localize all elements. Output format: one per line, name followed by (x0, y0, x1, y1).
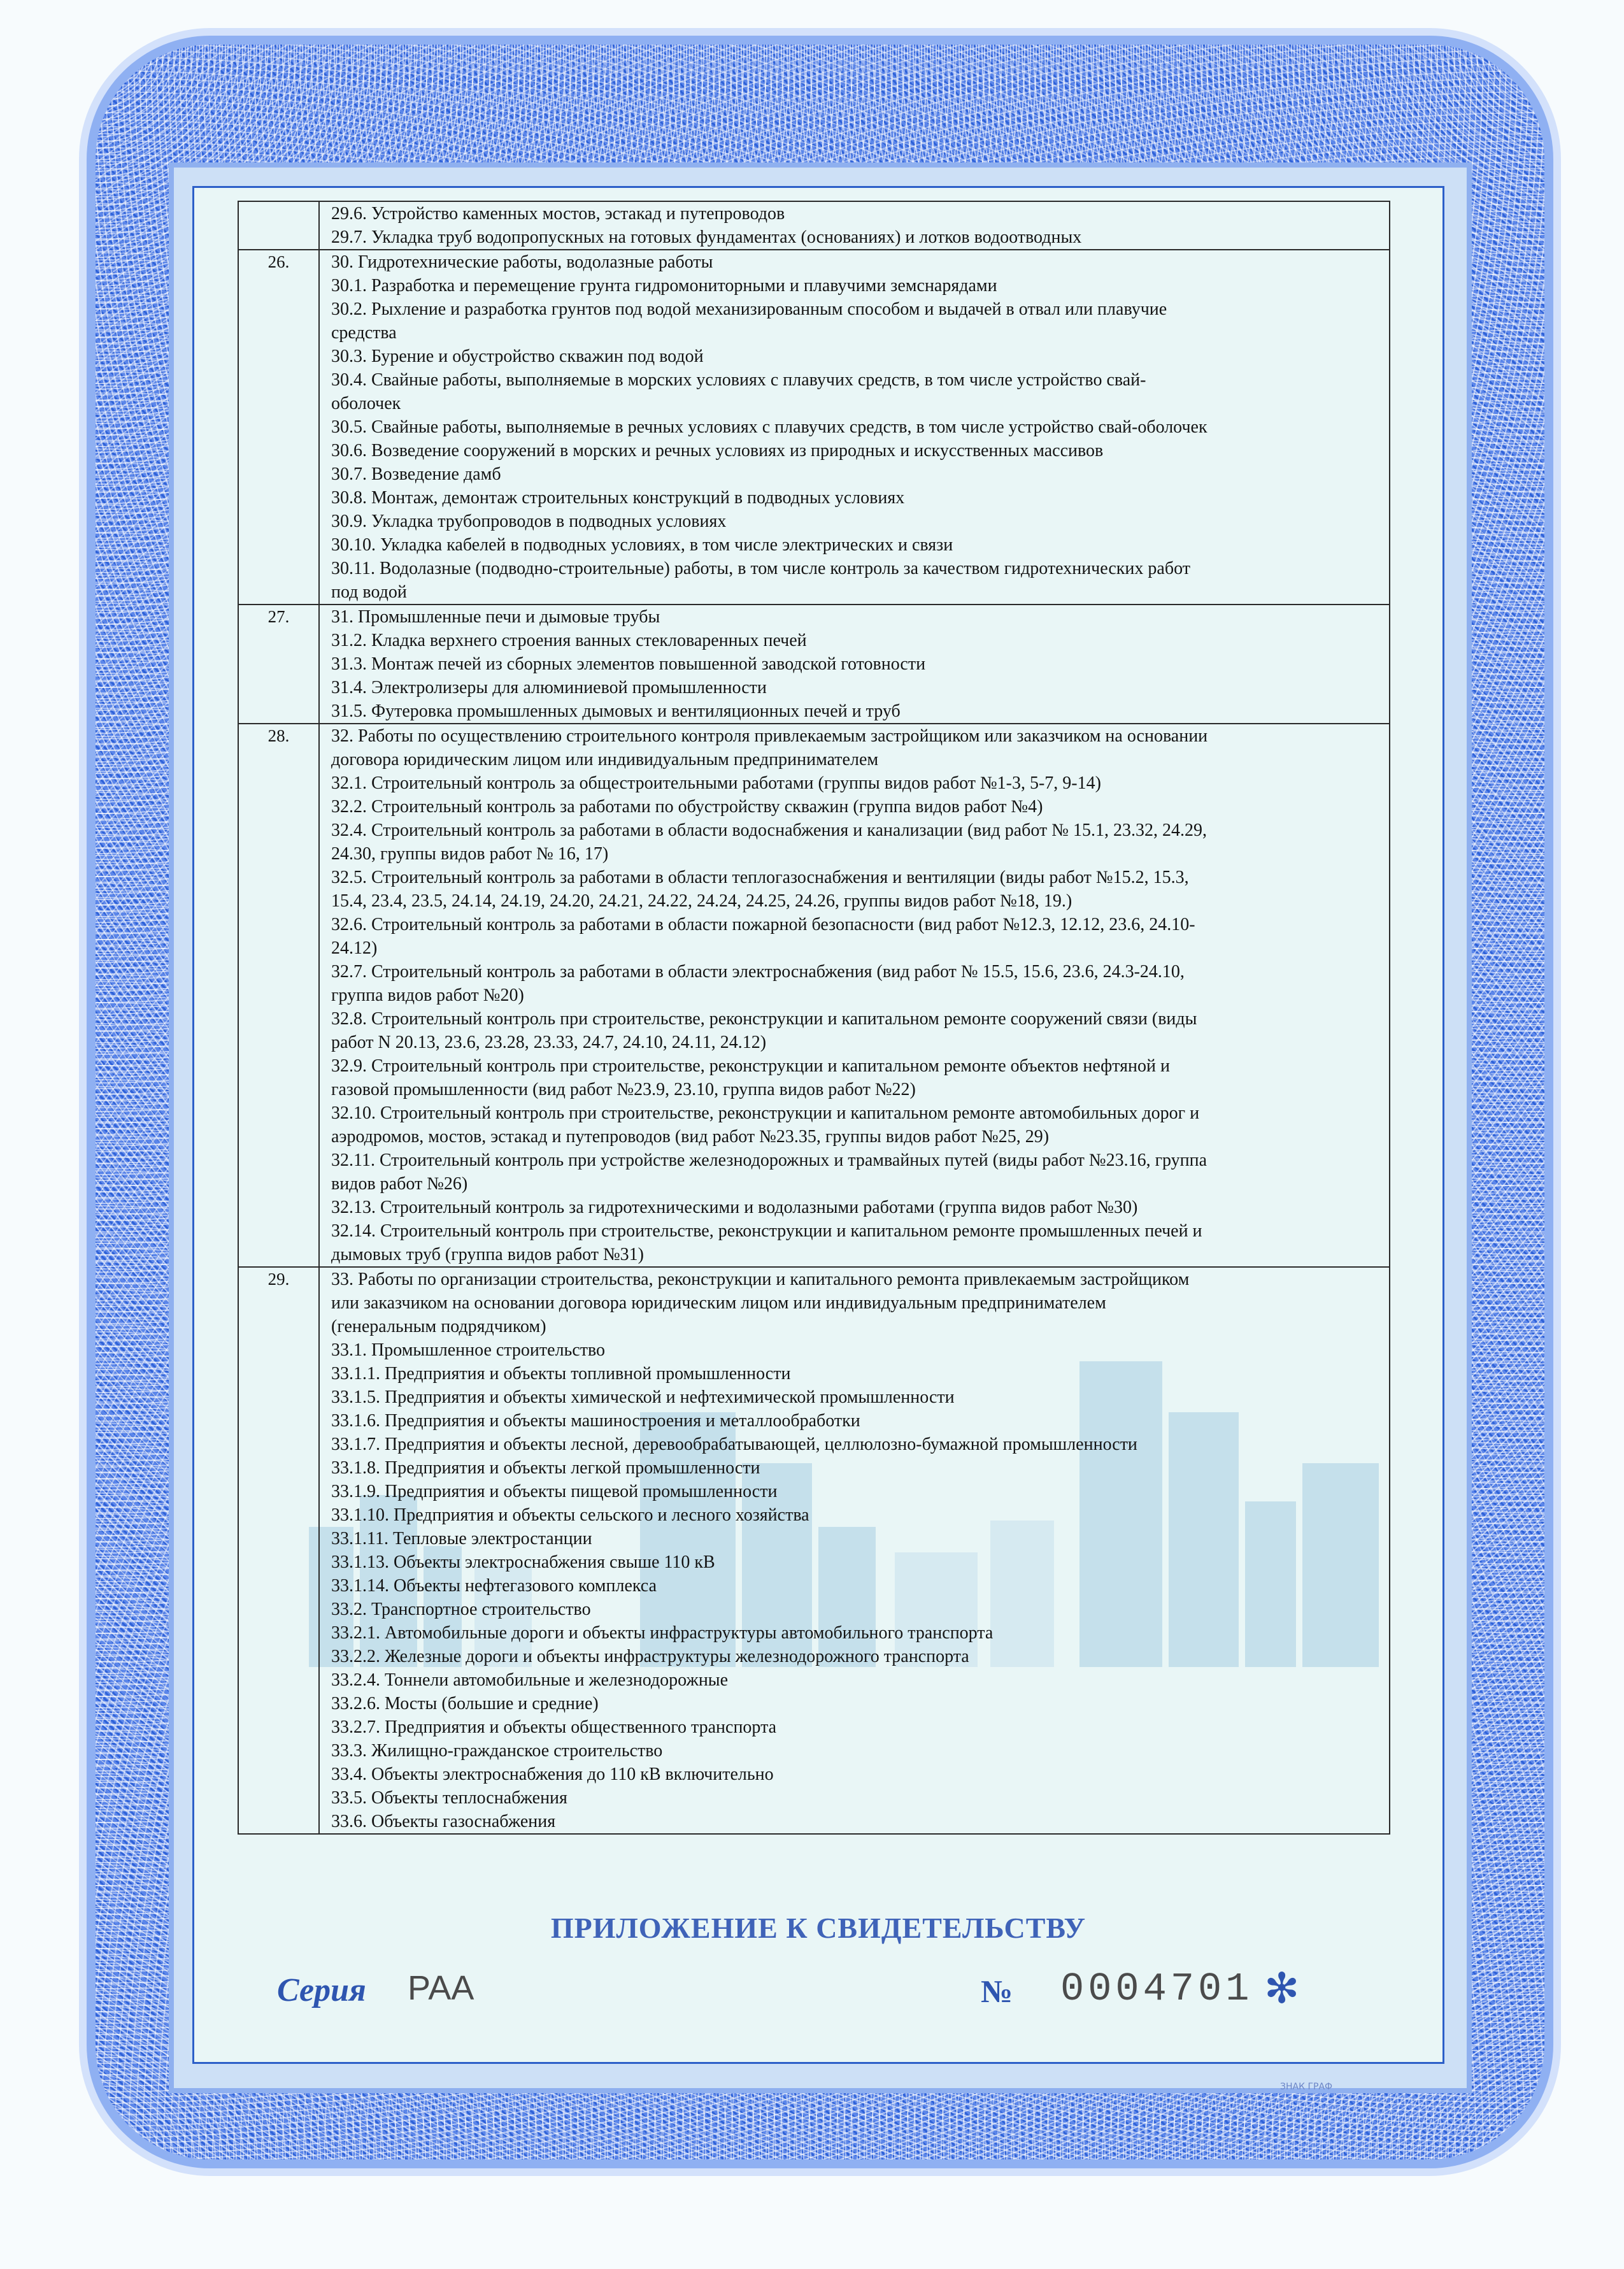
work-item-line: работ N 20.13, 23.6, 23.28, 23.33, 24.7, 24.10, 24.11, 24.12) (331, 1033, 767, 1052)
work-item-line: 33.4. Объекты электроснабжения до 110 кВ включительно (331, 1764, 774, 1784)
work-item-line: 32.2. Строительный контроль за работами по обустройству скважин (группа видов работ №4) (331, 797, 1043, 817)
work-item-line: 32.10. Строительный контроль при строительстве, реконструкции и капитальном ремонте автомобильных дорог и (331, 1103, 1200, 1123)
work-item-line: 30.11. Водолазные (подводно-строительные) работы, в том числе контроль за качеством гидротехнических работ (331, 559, 1190, 578)
work-item-line: 33. Работы по организации строительства, реконструкции и капитального ремонта привлекаемым застройщиком (331, 1270, 1190, 1289)
work-item-line: 33.2. Транспортное строительство (331, 1600, 591, 1619)
work-item-line: 30.3. Бурение и обустройство скважин под водой (331, 347, 704, 366)
work-item-line: 32.6. Строительный контроль за работами в области пожарной безопасности (вид работ №12.3, 12.12, 23.6, 24.10- (331, 915, 1195, 934)
work-item-line: 24.12) (331, 938, 378, 958)
work-item-line: оболочек (331, 394, 401, 413)
work-item-line: 29.7. Укладка труб водопропускных на готовых фундаментах (основаниях) и лотков водоотводных (331, 227, 1082, 247)
work-item-line: 32. Работы по осуществлению строительного контроля привлекаемым застройщиком или заказчиком на основании (331, 726, 1208, 746)
work-item-line: 33.1.14. Объекты нефтегазового комплекса (331, 1576, 657, 1596)
work-item-line: 32.1. Строительный контроль за общестроительными работами (группы видов работ №1-3, 5-7, 9-14) (331, 773, 1101, 793)
work-item-line: 30.4. Свайные работы, выполняемые в морских условиях с плавучих средств, в том числе устройство свай- (331, 370, 1146, 390)
work-item-line: 32.13. Строительный контроль за гидротехническими и водолазными работами (группа видов работ №30) (331, 1198, 1138, 1217)
row-content (319, 724, 1390, 1267)
row-content (319, 250, 1390, 605)
work-item-line: 32.4. Строительный контроль за работами в области водоснабжения и канализации (вид работ № 15.1, 23.32, 24.29, (331, 820, 1207, 840)
work-item-line: аэродромов, мостов, эстакад и путепроводов (вид работ №23.35, группы видов работ №25, 29) (331, 1127, 1050, 1147)
work-item-line: 15.4, 23.4, 23.5, 24.14, 24.19, 24.20, 24.21, 24.22, 24.24, 24.25, 24.26, группы видов работ №18, 19.) (331, 891, 1072, 911)
table-row (238, 250, 1390, 605)
work-item-line: 32.11. Строительный контроль при устройстве железнодорожных и трамвайных путей (виды работ №23.16, группа (331, 1150, 1207, 1170)
work-item-line: 31. Промышленные печи и дымовые трубы (331, 607, 660, 627)
work-item-line: 30.7. Возведение дамб (331, 464, 501, 484)
work-item-line: 32.9. Строительный контроль при строительстве, реконструкции и капитальном ремонте объектов нефтяной и (331, 1056, 1170, 1076)
row-number: 27. (238, 605, 319, 724)
work-item-line: 33.1.7. Предприятия и объекты лесной, деревообрабатывающей, целлюлозно-бумажной промышленности (331, 1435, 1137, 1454)
number-sign: № (981, 1973, 1013, 2009)
series-label: Серия (277, 1972, 366, 2008)
work-item-line: 31.5. Футеровка промышленных дымовых и вентиляционных печей и труб (331, 701, 901, 721)
work-item-line: группа видов работ №20) (331, 985, 524, 1005)
table-row (238, 605, 1390, 724)
work-item-line: 33.2.7. Предприятия и объекты общественного транспорта (331, 1717, 777, 1737)
series-value: РАА (408, 1969, 474, 2007)
work-item-line: видов работ №26) (331, 1174, 468, 1194)
work-item-line: средства (331, 323, 397, 343)
work-item-line: 33.1. Промышленное строительство (331, 1340, 606, 1360)
work-item-line: газовой промышленности (вид работ №23.9, 23.10, группа видов работ №22) (331, 1080, 916, 1099)
work-item-line: 32.7. Строительный контроль за работами в области электроснабжения (вид работ № 15.5, 15.6, 23.6, 24.3-24.10, (331, 962, 1185, 982)
work-item-line: (генеральным подрядчиком) (331, 1317, 546, 1336)
work-item-line: 33.6. Объекты газоснабжения (331, 1812, 556, 1831)
table-row (238, 1267, 1390, 1834)
work-item-line: 33.1.8. Предприятия и объекты легкой промышленности (331, 1458, 760, 1478)
printer-mark: ЗНАК ГРАФ (1280, 2082, 1333, 2092)
star-mark: ✻ (1264, 1964, 1300, 2013)
work-item-line: 33.5. Объекты теплоснабжения (331, 1788, 567, 1808)
work-item-line: 31.4. Электролизеры для алюминиевой промышленности (331, 678, 767, 698)
work-item-line: 33.2.6. Мосты (большие и средние) (331, 1694, 599, 1714)
appendix-title: ПРИЛОЖЕНИЕ К СВИДЕТЕЛЬСТВУ (550, 1912, 1086, 1944)
work-item-line: 30.9. Укладка трубопроводов в подводных условиях (331, 512, 727, 531)
work-item-line: 31.3. Монтаж печей из сборных элементов повышенной заводской готовности (331, 654, 926, 674)
work-item-line: 33.1.6. Предприятия и объекты машиностроения и металлообработки (331, 1411, 860, 1431)
work-item-line: под водой (331, 582, 407, 602)
work-item-line: 30.2. Рыхление и разработка грунтов под водой механизированным способом и выдачей в отвал или плавучие (331, 299, 1167, 319)
work-item-line: 30. Гидротехнические работы, водолазные работы (331, 252, 713, 272)
work-item-line: 32.5. Строительный контроль за работами в области теплогазоснабжения и вентиляции (виды работ №15.2, 15.3, (331, 868, 1189, 887)
work-item-line: или заказчиком на основании договора юридическим лицом или индивидуальным предпринимателем (331, 1293, 1106, 1313)
table-row (238, 201, 1390, 250)
work-item-line: 33.1.13. Объекты электроснабжения свыше 110 кВ (331, 1552, 715, 1572)
row-content (319, 605, 1390, 724)
row-number: 29. (238, 1267, 319, 1834)
work-item-line: 24.30, группы видов работ № 16, 17) (331, 844, 609, 864)
certificate-number: 0004701 (1060, 1966, 1253, 2012)
work-item-line: 33.1.11. Тепловые электростанции (331, 1529, 592, 1549)
table-row (238, 724, 1390, 1267)
work-item-line: договора юридическим лицом или индивидуальным предпринимателем (331, 750, 879, 769)
work-item-line: 30.1. Разработка и перемещение грунта гидромониторными и плавучими земснарядами (331, 276, 997, 296)
work-item-line: 30.8. Монтаж, демонтаж строительных конструкций в подводных условиях (331, 488, 905, 508)
row-number (238, 201, 319, 250)
work-item-line: 29.6. Устройство каменных мостов, эстакад и путепроводов (331, 204, 785, 224)
work-item-line: 33.2.1. Автомобильные дороги и объекты инфраструктуры автомобильного транспорта (331, 1623, 994, 1643)
work-item-line: 33.2.4. Тоннели автомобильные и железнодорожные (331, 1670, 729, 1690)
work-item-line: 30.6. Возведение сооружений в морских и речных условиях из природных и искусственных массивов (331, 441, 1104, 461)
work-item-line: 33.1.5. Предприятия и объекты химической и нефтехимической промышленности (331, 1387, 955, 1407)
work-item-line: 31.2. Кладка верхнего строения ванных стекловаренных печей (331, 631, 807, 650)
work-item-line: 33.2.2. Железные дороги и объекты инфраструктуры железнодорожного транспорта (331, 1647, 969, 1666)
work-item-line: 32.8. Строительный контроль при строительстве, реконструкции и капитальном ремонте сооружений связи (виды (331, 1009, 1197, 1029)
work-item-line: 30.5. Свайные работы, выполняемые в речных условиях с плавучих средств, в том числе устройство свай-оболочек (331, 417, 1207, 437)
work-item-line: 33.1.9. Предприятия и объекты пищевой промышленности (331, 1482, 778, 1501)
work-item-line: 32.14. Строительный контроль при строительстве, реконструкции и капитальном ремонте промышленных печей и (331, 1221, 1202, 1241)
row-number: 28. (238, 724, 319, 1267)
row-number: 26. (238, 250, 319, 605)
work-item-line: дымовых труб (группа видов работ №31) (331, 1245, 644, 1264)
work-item-line: 33.1.10. Предприятия и объекты сельского и лесного хозяйства (331, 1505, 809, 1525)
work-item-line: 33.3. Жилищно-гражданское строительство (331, 1741, 663, 1761)
row-content (319, 201, 1390, 250)
certificate-field (192, 186, 1444, 2064)
work-item-line: 33.1.1. Предприятия и объекты топливной промышленности (331, 1364, 791, 1384)
row-content (319, 1267, 1390, 1834)
works-table (238, 201, 1390, 1835)
work-item-line: 30.10. Укладка кабелей в подводных условиях, в том числе электрических и связи (331, 535, 953, 555)
